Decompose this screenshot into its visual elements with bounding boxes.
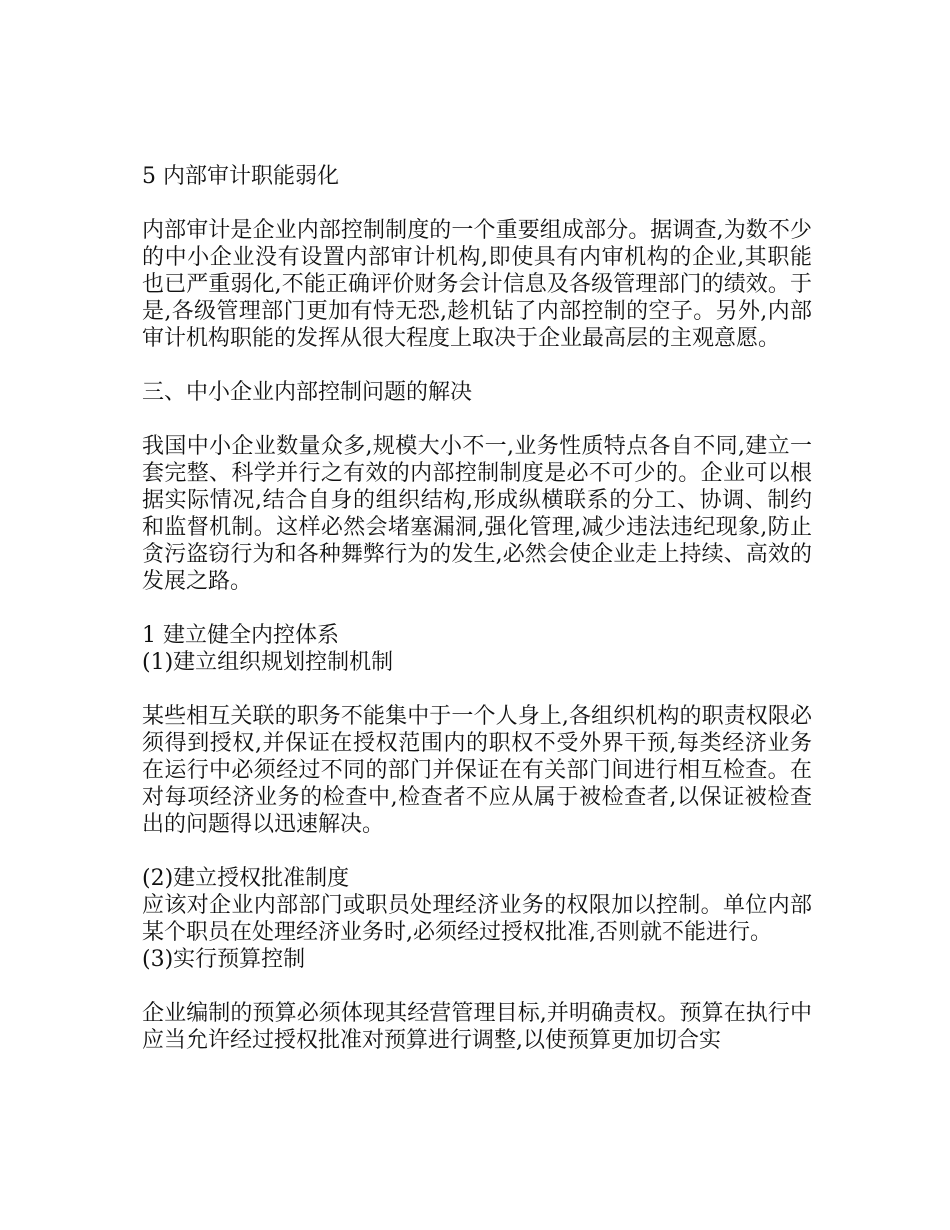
paragraph-gap — [142, 595, 812, 622]
paragraph-organization-planning: 某些相互关联的职务不能集中于一个人身上,各组织机构的职责权限必须得到授权,并保证在授权范围内的职权不受外界干预,每类经济业务在运行中必须经过不同的部门并保证在有关部门间进行相互检查。在对每项经济业务的检查中,检查者不应从属于被检查者,以保证被检查出的问题得以迅速解决。 — [142, 704, 812, 837]
section-heading-internal-audit: 5 内部审计职能弱化 — [142, 164, 339, 189]
paragraph-solutions: 我国中小企业数量众多,规模大小不一,业务性质特点各自不同,建立一套完整、科学并行之有效的内部控制制度是必不可少的。企业可以根据实际情况,结合自身的组织结构,形成纵横联系的分工、协调、制约和监督机制。这样必然会堵塞漏洞,强化管理,减少违法违纪现象,防止贪污盗窃行为和各种舞弊行为的发生,必然会使企业走上持续、高效的发展之路。 — [142, 434, 812, 594]
paragraph-internal-audit: 内部审计是企业内部控制制度的一个重要组成部分。据调查,为数不少的中小企业没有设置内部审计机构,即使具有内审机构的企业,其职能也已严重弱化,不能正确评价财务会计信息及各级管理部门的绩效。于是,各级管理部门更加有恃无恐,趁机钻了内部控制的空子。另外,内部审计机构职能的发挥从很大程度上取决于企业最高层的主观意愿。 — [142, 218, 812, 351]
paragraph-gap — [142, 676, 812, 703]
paragraph-gap — [142, 973, 812, 1000]
paragraph-authorization: 应该对企业内部部门或职员处理经济业务的权限加以控制。单位内部某个职员在处理经济业务时,必须经过授权批准,否则就不能进行。 — [142, 893, 812, 945]
subheading-authorization: (2)建立授权批准制度 — [142, 866, 350, 891]
paragraph-gap — [142, 838, 812, 865]
section-heading-solutions: 三、中小企业内部控制问题的解决 — [142, 380, 473, 405]
paragraph-gap — [142, 406, 812, 433]
document-body — [142, 163, 812, 1054]
paragraph-gap — [142, 352, 812, 379]
paragraph-gap — [142, 190, 812, 217]
subheading-organization-planning: (1)建立组织规划控制机制 — [142, 650, 394, 675]
subheading-control-system: 1 建立健全内控体系 — [142, 623, 339, 648]
paragraph-budget-control: 企业编制的预算必须体现其经营管理目标,并明确责权。预算在执行中应当允许经过授权批准对预算进行调整,以使预算更加切合实 — [142, 1001, 812, 1053]
subheading-budget-control: (3)实行预算控制 — [142, 947, 306, 972]
